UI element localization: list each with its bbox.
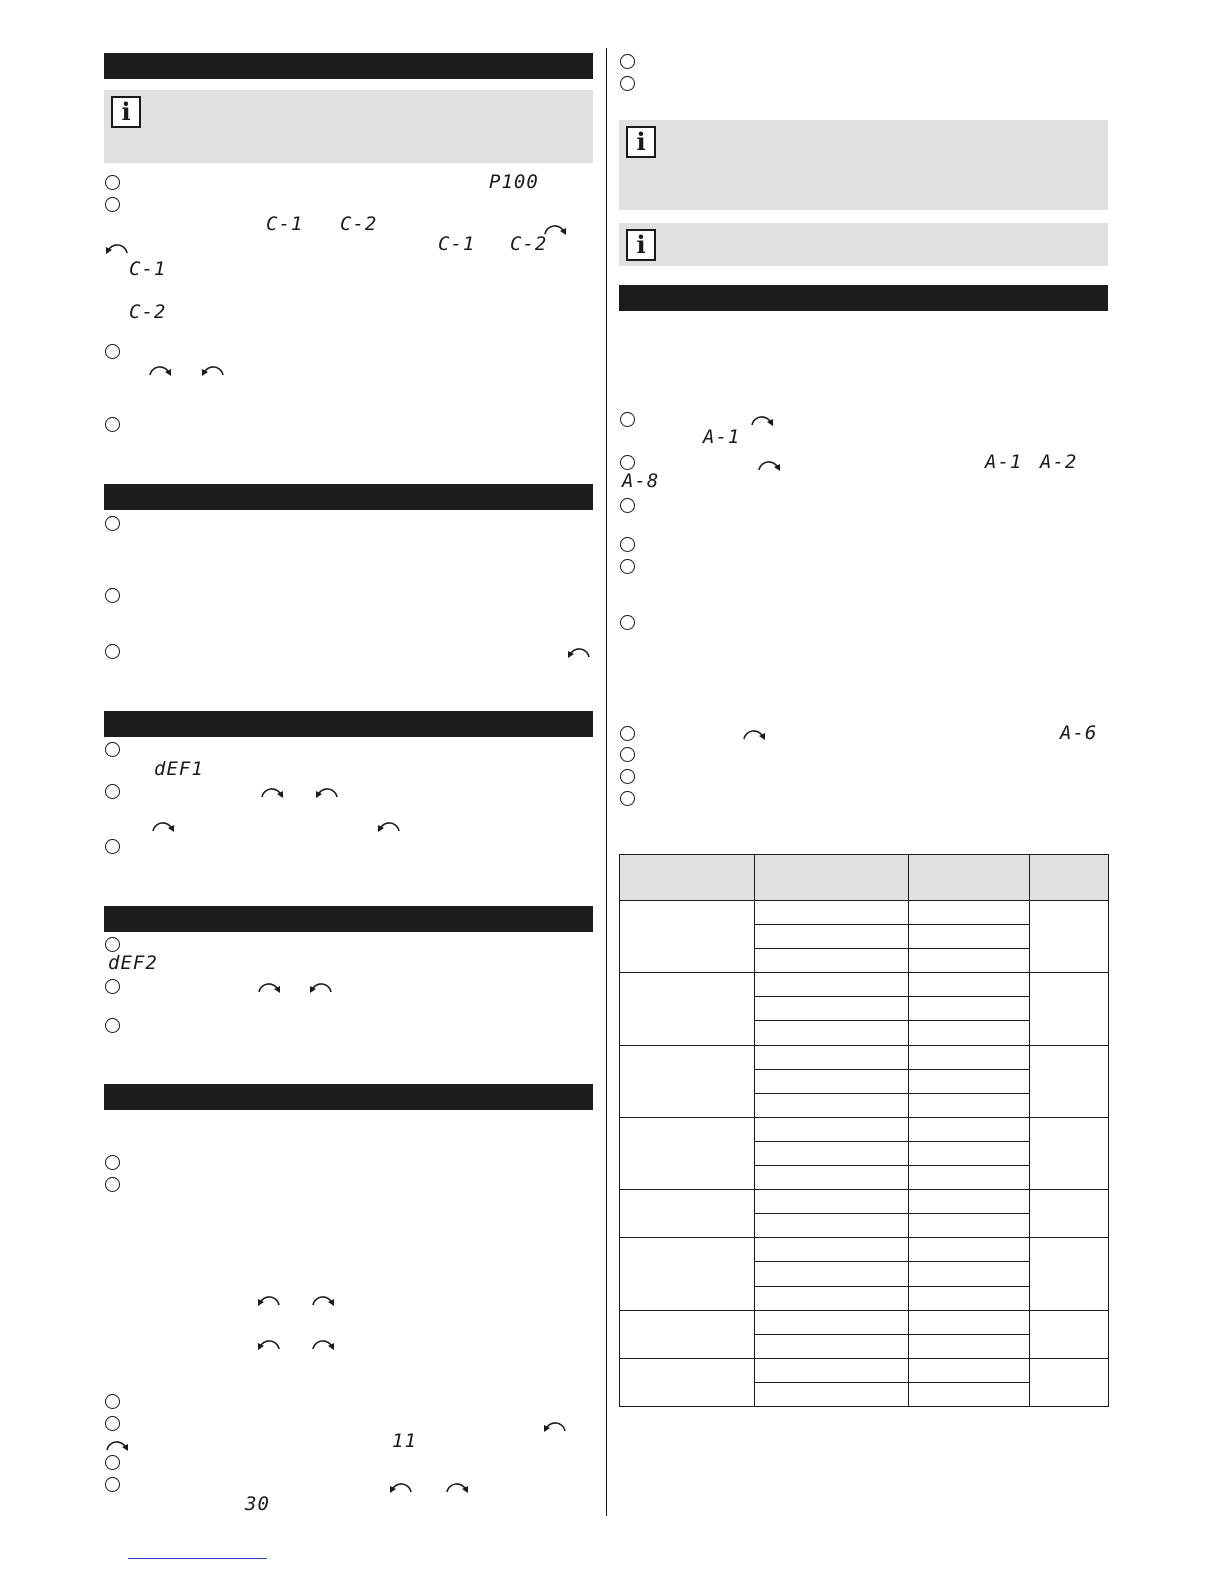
- table-row: [620, 973, 1109, 997]
- step-marker: [620, 54, 635, 69]
- table-row: [620, 1238, 1109, 1262]
- info-icon: i: [111, 96, 141, 128]
- counterclockwise-arrow-icon: [256, 1334, 282, 1354]
- step-marker: [105, 1155, 120, 1170]
- table-cell: [755, 1262, 909, 1286]
- step-marker: [105, 839, 120, 854]
- table-cell: [755, 1238, 909, 1262]
- table-cell: [909, 1117, 1030, 1141]
- step-marker: [105, 784, 120, 799]
- step-marker: [105, 417, 120, 432]
- section-header-bar: [104, 484, 593, 510]
- clockwise-arrow-icon: [310, 1334, 336, 1354]
- table-cell: [755, 1382, 909, 1406]
- counterclockwise-arrow-icon: [566, 642, 592, 662]
- counterclockwise-arrow-icon: [314, 782, 340, 802]
- table-cell: [1030, 1238, 1109, 1310]
- table-cell: [620, 1358, 755, 1406]
- table-row: [620, 1358, 1109, 1382]
- counterclockwise-arrow-icon: [376, 816, 402, 836]
- counterclockwise-arrow-icon: [256, 1290, 282, 1310]
- table-cell: [909, 1334, 1030, 1358]
- table-header-row: [620, 855, 1109, 901]
- table-cell: [909, 1021, 1030, 1045]
- table-cell: [755, 1334, 909, 1358]
- display-code-11: 11: [392, 1430, 417, 1452]
- table-cell: [755, 1166, 909, 1190]
- display-code-c2: C-2: [129, 301, 167, 323]
- section-header-bar: [619, 285, 1108, 311]
- display-code-a6: A-6: [1060, 722, 1098, 744]
- table-cell: [909, 973, 1030, 997]
- step-marker: [105, 516, 120, 531]
- table-cell: [909, 901, 1030, 925]
- table-cell: [909, 1190, 1030, 1214]
- table-cell: [1030, 973, 1109, 1045]
- display-code-c1: C-1: [266, 213, 304, 235]
- step-marker: [105, 1177, 120, 1192]
- table-cell: [620, 1310, 755, 1358]
- table-cell: [909, 1358, 1030, 1382]
- table-cell: [909, 1166, 1030, 1190]
- step-marker: [620, 498, 635, 513]
- table-cell: [755, 997, 909, 1021]
- step-marker: [105, 1018, 120, 1033]
- table-cell: [755, 1310, 909, 1334]
- step-marker: [620, 76, 635, 91]
- step-marker: [620, 726, 635, 741]
- clockwise-arrow-icon: [756, 455, 782, 475]
- step-marker: [620, 615, 635, 630]
- table-header-cell: [755, 855, 909, 901]
- display-code-a1: A-1: [985, 451, 1023, 473]
- note-box: [104, 90, 593, 163]
- table-cell: [755, 949, 909, 973]
- display-code-def2: dEF2: [108, 952, 158, 974]
- table-cell: [755, 1021, 909, 1045]
- step-marker: [105, 644, 120, 659]
- step-marker: [105, 588, 120, 603]
- table-cell: [909, 949, 1030, 973]
- step-marker: [105, 175, 120, 190]
- step-marker: [105, 1394, 120, 1409]
- display-code-c1: C-1: [438, 233, 476, 255]
- table-cell: [909, 1093, 1030, 1117]
- step-marker: [105, 1455, 120, 1470]
- info-icon: i: [626, 229, 656, 261]
- display-code-30: 30: [245, 1493, 270, 1515]
- table-cell: [755, 1358, 909, 1382]
- table-cell: [755, 1141, 909, 1165]
- section-header-bar: [104, 53, 593, 79]
- clockwise-arrow-icon: [741, 724, 767, 744]
- table-cell: [620, 1190, 755, 1238]
- table-cell: [1030, 1190, 1109, 1238]
- clockwise-arrow-icon: [256, 977, 282, 997]
- display-code-c2: C-2: [340, 213, 378, 235]
- display-code-p100: P100: [489, 171, 539, 193]
- clockwise-arrow-icon: [444, 1477, 470, 1497]
- column-divider: [606, 48, 607, 1516]
- table-cell: [1030, 1045, 1109, 1117]
- counterclockwise-arrow-icon: [388, 1477, 414, 1497]
- table-cell: [1030, 1310, 1109, 1358]
- step-marker: [620, 455, 635, 470]
- clockwise-arrow-icon: [147, 360, 173, 380]
- table-cell: [620, 1238, 755, 1310]
- table-row: [620, 1310, 1109, 1334]
- table-cell: [755, 1190, 909, 1214]
- step-marker: [105, 1477, 120, 1492]
- table-cell: [909, 1310, 1030, 1334]
- step-marker: [620, 412, 635, 427]
- settings-table: [619, 854, 1109, 1407]
- table-header-cell: [1030, 855, 1109, 901]
- table-cell: [909, 1069, 1030, 1093]
- table-cell: [755, 1069, 909, 1093]
- step-marker: [105, 1416, 120, 1431]
- table-header-cell: [909, 855, 1030, 901]
- table-row: [620, 1190, 1109, 1214]
- step-marker: [620, 537, 635, 552]
- table-cell: [909, 1286, 1030, 1310]
- step-marker: [620, 559, 635, 574]
- table-cell: [620, 1045, 755, 1117]
- table-cell: [620, 1117, 755, 1189]
- clockwise-arrow-icon: [310, 1290, 336, 1310]
- table-row: [620, 1117, 1109, 1141]
- clockwise-arrow-icon: [259, 782, 285, 802]
- table-cell: [755, 1214, 909, 1238]
- step-marker: [620, 747, 635, 762]
- table-cell: [755, 901, 909, 925]
- table-cell: [909, 1382, 1030, 1406]
- table-cell: [909, 1141, 1030, 1165]
- section-header-bar: [104, 711, 593, 737]
- display-code-a8: A-8: [622, 470, 660, 492]
- table-cell: [909, 1262, 1030, 1286]
- section-header-bar: [104, 906, 593, 932]
- table-cell: [755, 1286, 909, 1310]
- step-marker: [620, 769, 635, 784]
- table-cell: [620, 973, 755, 1045]
- table-cell: [909, 1238, 1030, 1262]
- table-cell: [755, 973, 909, 997]
- clockwise-arrow-icon: [104, 1435, 130, 1455]
- section-header-bar: [104, 1084, 593, 1110]
- step-marker: [620, 791, 635, 806]
- table-cell: [1030, 1117, 1109, 1189]
- clockwise-arrow-icon: [150, 816, 176, 836]
- table-cell: [755, 1093, 909, 1117]
- table-cell: [909, 997, 1030, 1021]
- counterclockwise-arrow-icon: [104, 238, 130, 258]
- note-box: [619, 120, 1108, 210]
- table-cell: [1030, 901, 1109, 973]
- step-marker: [105, 979, 120, 994]
- step-marker: [105, 742, 120, 757]
- display-code-c1: C-1: [129, 258, 167, 280]
- table-cell: [1030, 1358, 1109, 1406]
- info-icon: i: [626, 126, 656, 158]
- table-cell: [620, 901, 755, 973]
- table-cell: [755, 1045, 909, 1069]
- step-marker: [105, 197, 120, 212]
- display-code-a2: A-2: [1040, 451, 1078, 473]
- table-header-cell: [620, 855, 755, 901]
- counterclockwise-arrow-icon: [200, 360, 226, 380]
- display-code-a1: A-1: [703, 426, 741, 448]
- table-cell: [909, 1214, 1030, 1238]
- counterclockwise-arrow-icon: [308, 977, 334, 997]
- step-marker: [105, 937, 120, 952]
- display-code-c2: C-2: [510, 233, 548, 255]
- table-cell: [909, 1045, 1030, 1069]
- table-cell: [755, 925, 909, 949]
- table-row: [620, 1045, 1109, 1069]
- table-cell: [909, 925, 1030, 949]
- counterclockwise-arrow-icon: [542, 1416, 568, 1436]
- table-cell: [755, 1117, 909, 1141]
- display-code-def1: dEF1: [154, 758, 204, 780]
- note-box: [619, 223, 1108, 266]
- footer-link-underline[interactable]: [128, 1558, 267, 1559]
- step-marker: [105, 344, 120, 359]
- clockwise-arrow-icon: [749, 410, 775, 430]
- table-row: [620, 901, 1109, 925]
